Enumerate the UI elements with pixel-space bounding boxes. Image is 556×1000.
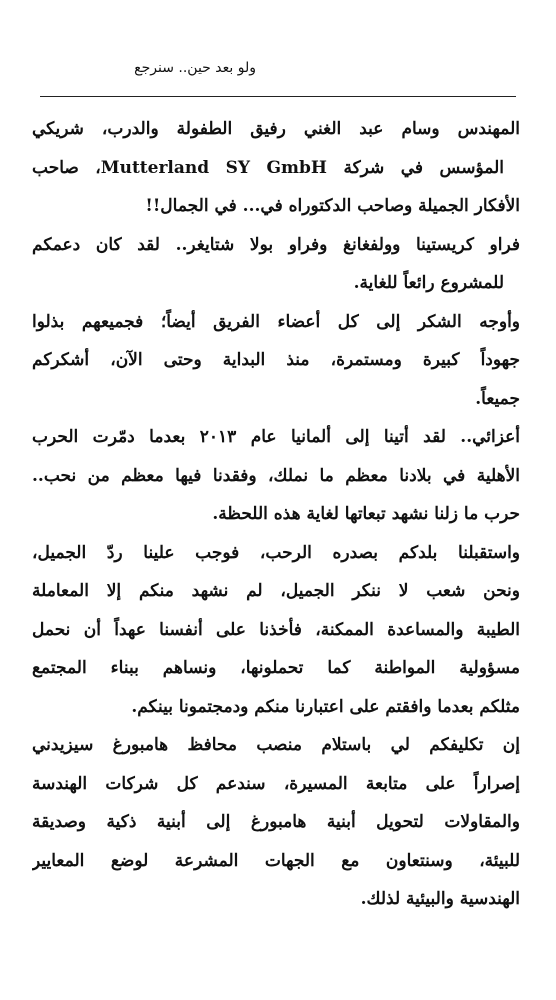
text-line: الهندسية والبيئية لذلك. [360, 889, 520, 909]
text-line: الطيبة والمساعدة الممكنة، فأخذنا على أنفسنا عهداً أن نحمل [32, 619, 520, 640]
text-line: الأهلية في بلادنا معظم ما نملك، وفقدنا فيها معظم من نحب.. [32, 465, 520, 486]
text-line: حرب ما زلنا نشهد تبعاتها لغاية هذه اللحظة. [212, 504, 520, 524]
text-line: إصراراً على متابعة المسيرة، سندعم كل شركات الهندسة [32, 773, 520, 794]
body-text [32, 110, 520, 919]
text-line: للبيئة، وسنتعاون مع الجهات المشرعة لوضع المعايير [32, 850, 520, 871]
text-line: الأفكار الجميلة وصاحب الدكتوراه في... في الجمال!! [145, 196, 520, 216]
text-line: إن تكليفكم لي باستلام منصب محافظ هامبورغ سيزيدني [32, 735, 520, 755]
text-line: ونحن شعب لا ننكر الجميل، لم نشهد منكم إلا المعاملة [32, 581, 520, 601]
text-line: المؤسس في شركة Mutterland SY GmbH، صاحب [32, 157, 504, 178]
text-line: جهوداً كبيرة ومستمرة، منذ البداية وحتى الآن، أشكركم [32, 350, 520, 370]
text-line: فراو كريستينا وولفغانغ وفراو بولا شتايغر.. لقد كان دعمكم [32, 234, 520, 255]
text-line: للمشروع رائعاً للغاية. [353, 273, 504, 293]
text-line: مسؤولية المواطنة كما تحملونها، ونساهم ببناء المجتمع [32, 658, 520, 678]
text-line: والمقاولات لتحويل أبنية هامبورغ إلى أبنية ذكية وصديقة [32, 812, 520, 832]
header-rule [40, 96, 516, 97]
text-line: واستقبلنا بلدكم بصدره الرحب، فوجب علينا ردّ الجميل، [32, 542, 520, 563]
text-line: مثلكم بعدما وافقتم على اعتبارنا منكم ودمجتمونا بينكم. [131, 696, 520, 717]
text-line: وأوجه الشكر إلى كل أعضاء الفريق أيضاً؛ فجميعهم بذلوا [32, 311, 520, 332]
text-line: المهندس وسام عبد الغني رفيق الطفولة والدرب، شريكي [32, 119, 520, 139]
text-line: جميعاً. [475, 388, 520, 409]
running-head: ولو بعد حين.. سنرجع [134, 60, 256, 76]
text-line: أعزائي.. لقد أتينا إلى ألمانيا عام ٢٠١٣ بعدما دمّرت الحرب [32, 427, 520, 447]
